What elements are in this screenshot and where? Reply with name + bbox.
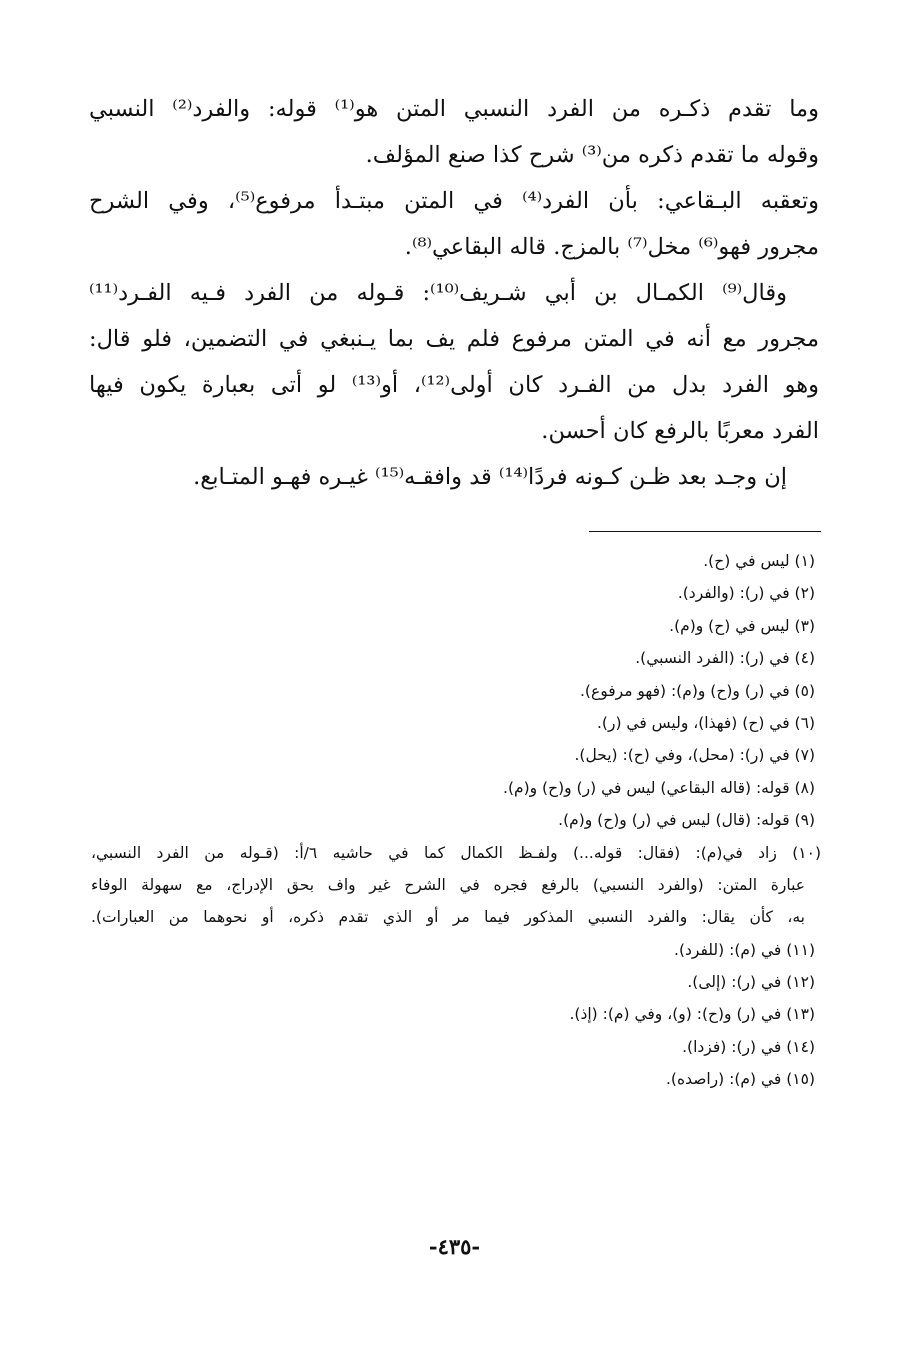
footnote: (١٤) في (ر): (فزدا). [682,1037,815,1056]
footnote: (٧) في (ر): (محل)، وفي (ح): (يحل). [574,746,815,765]
footnote: (٤) في (ر): (الفرد النسبي). [635,649,815,668]
footnote: (٣) ليس في (ح) و(م). [669,616,815,635]
footnote-continuation: عبارة المتن: (والفرد النسبي) بالرفع فجره في الشرح غير واف بحق الإدراج، مع سهولة الوفاء [91,875,805,894]
footnote: (١٣) في (ر) و(ح): (و)، وفي (م): (إذ). [569,1005,815,1024]
page-number: -٤٣٥- [428,1234,481,1259]
main-text-line: وتعقبه البـقاعي: بأن الفرد⁽⁴⁾ في المتن مبتـدأ مرفوع⁽⁵⁾، وفي الشرح [89,188,819,214]
footnotes [91,545,821,1096]
footnote: (٦) في (ح) (فهذا)، وليس في (ر). [596,713,815,732]
footnote: (١٠) زاد في(م): (فقال: قوله...) ولفـظ الكمال كما في حاشيه ٦/أ: (قـوله من الفرد النسبي، [91,843,821,862]
main-text-line: وهو الفرد بدل من الفـرد كان أولى⁽¹²⁾، أو⁽¹³⁾ لو أتى بعبارة يكون فيها [89,372,819,398]
main-text-line: وقال⁽⁹⁾ الكمـال بن أبي شـريف⁽¹⁰⁾: قـوله من الفرد فـيه الفـرد⁽¹¹⁾ [89,280,787,306]
main-text-line: وما تقدم ذكـره من الفرد النسبي المتن هو⁽¹⁾ قوله: والفرد⁽²⁾ النسبي [89,96,819,122]
footnote: (١٢) في (ر): (إلى). [687,973,815,992]
main-text-line: الفرد معربًا بالرفع كان أحسن. [541,418,819,444]
footnote: (١١) في (م): (للفرد). [674,940,815,959]
main-text-line: إن وجـد بعد ظـن كـونه فردًا⁽¹⁴⁾ قد وافقـه⁽¹⁵⁾ غيـره فهـو المتـابع. [193,464,787,490]
main-text-line: مجرور مع أنه في المتن مرفوع فلم يف بما يـنبغي في التضمين، فلو قال: [89,326,819,352]
main-text-line: مجرور فهو⁽⁶⁾ مخل⁽⁷⁾ بالمزج. قاله البقاعي⁽⁸⁾. [404,234,819,260]
main-text [89,86,819,500]
footnote: (٩) قوله: (قال) ليس في (ر) و(ح) و(م). [558,811,815,830]
footnote: (٢) في (ر): (والفرد). [677,584,815,603]
footnote-separator [589,531,821,532]
main-text-line: وقوله ما تقدم ذكره من⁽³⁾ شرح كذا صنع المؤلف. [365,142,819,168]
footnote: (١) ليس في (ح). [703,552,815,570]
footnote: (٨) قوله: (قاله البقاعي) ليس في (ر) و(ح) و(م). [503,778,815,797]
footnote: (٥) في (ر) و(ح) و(م): (فهو مرفوع). [580,681,815,700]
footnote-continuation: به، كأن يقال: والفرد النسبي المذكور فيما مر أو الذي تقدم ذكره، أو نحوهما من العبارات). [91,908,805,927]
footnote: (١٥) في (م): (راصده). [665,1070,815,1089]
